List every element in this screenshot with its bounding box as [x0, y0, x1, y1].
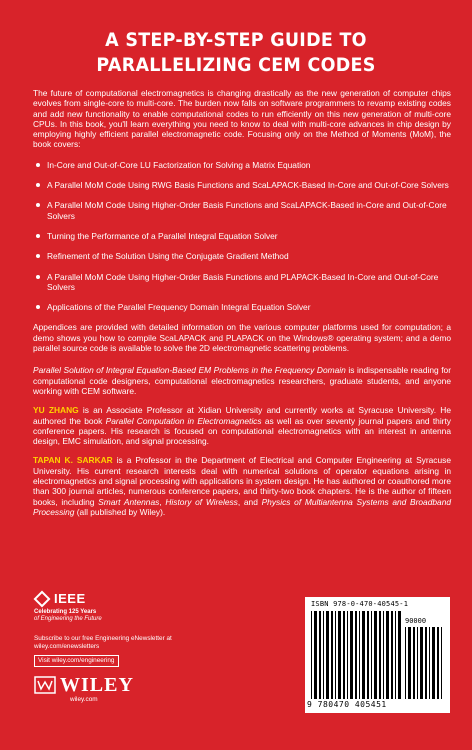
isbn-barcode: [305, 597, 450, 713]
author-bio-sarkar: TAPAN K. SARKAR is a Professor in the Department of Electrical and Computer Engineering at Syracuse University. His current research interests deal with numerical solutions of operator equations arising in electromagnetics and signal processing with applications in system design. He has authored or coauthored more than 300 journal articles, numerous conference papers, and thirty-two book chapters. He is the author of fifteen books, including Smart Antennas, History of Wireless, and Physics of Multiantenna Systems and Broadband Processing (all published by Wiley).: [33, 455, 452, 517]
barcode-stripe: [326, 611, 329, 699]
bullet-icon: [36, 163, 40, 167]
visit-website-link[interactable]: Visit wiley.com/engineering: [34, 655, 119, 667]
barcode-stripe: [398, 611, 401, 699]
barcode-stripe: [311, 611, 312, 699]
barcode-stripe: [362, 611, 365, 699]
price-code: 90000: [405, 617, 427, 625]
barcode-stripe: [343, 611, 345, 699]
title-line-2: PARALLELIZING CEM CODES: [96, 54, 376, 76]
barcode-stripe: [432, 627, 435, 699]
isbn-number: ISBN 978-0-470-40545-1: [311, 600, 409, 608]
bullet-icon: [36, 234, 40, 238]
barcode-stripe: [391, 611, 393, 699]
bullet-icon: [36, 305, 40, 309]
list-item: In-Core and Out-of-Core LU Factorization for Solving a Matrix Equation: [33, 160, 451, 170]
barcode-stripe: [350, 611, 353, 699]
ieee-logo: IEEE: [34, 592, 234, 606]
barcode-stripe: [395, 611, 396, 699]
wiley-logo: WILEY: [34, 675, 234, 695]
barcode-stripe: [323, 611, 324, 699]
intro-paragraph: The future of computational electromagnetics is changing drastically as the new generation of computer chips evolves from single-core to multi-core. The burden now falls on software programmers to revamp existing codes and add new functionality to enable computational codes to run efficiently on this new generation of multi-core CPUs. In this book, you'll learn everything you need to know to deal with multi-core advances in chip design by employing highly efficient parallel electromagnetic code. Focusing only on the Method of Moments (MoM), the book covers:: [33, 88, 451, 150]
list-item: A Parallel MoM Code Using RWG Basis Functions and ScaLAPACK-Based In-Core and Out-of-Core Solvers: [33, 180, 451, 190]
barcode-stripe: [417, 627, 418, 699]
newsletter-note: Subscribe to our free Engineering eNewsletter at wiley.com/enewsletters: [34, 635, 234, 651]
barcode-stripe: [441, 627, 442, 699]
list-item: A Parallel MoM Code Using Higher-Order Basis Functions and PLAPACK-Based In-Core and Out-of-Core Solvers: [33, 272, 451, 293]
publisher-footer: [34, 592, 234, 704]
barcode-stripe: [425, 627, 427, 699]
barcode-stripe: [379, 611, 381, 699]
list-item: A Parallel MoM Code Using Higher-Order Basis Functions and ScaLAPACK-Based in-Core and Out-of-Core Solvers: [33, 200, 451, 221]
list-item: Applications of the Parallel Frequency Domain Integral Equation Solver: [33, 302, 451, 312]
barcode-stripe: [429, 627, 430, 699]
bullet-icon: [36, 203, 40, 207]
list-item: Turning the Performance of a Parallel Integral Equation Solver: [33, 231, 451, 241]
bullet-icon: [36, 275, 40, 279]
barcode-stripe: [408, 627, 411, 699]
wiley-crest-icon: [34, 676, 56, 694]
barcode-stripe: [314, 611, 317, 699]
newsletter-link[interactable]: wiley.com/enewsletters: [34, 643, 100, 650]
barcode-stripe: [331, 611, 333, 699]
barcode-stripe: [413, 627, 415, 699]
barcode-stripe: [355, 611, 357, 699]
barcode-stripe: [383, 611, 384, 699]
price-barcode: [405, 627, 443, 699]
barcode-stripe: [374, 611, 377, 699]
barcode-stripe: [437, 627, 439, 699]
title-line-1: A STEP-BY-STEP GUIDE TO: [105, 29, 367, 51]
barcode-stripe: [347, 611, 348, 699]
barcode-stripe: [367, 611, 369, 699]
barcode-stripe: [335, 611, 336, 699]
barcode-bars: [311, 611, 403, 699]
list-item: Refinement of the Solution Using the Conjugate Gradient Method: [33, 251, 451, 261]
cover-title: [19, 28, 453, 78]
barcode-digits: 9 780470 405451: [307, 700, 387, 709]
author-name: YU ZHANG: [33, 405, 79, 416]
barcode-stripe: [386, 611, 389, 699]
book-title: Parallel Solution of Integral Equation-Based EM Problems in the Frequency Domain: [33, 365, 346, 376]
ieee-diamond-icon: [34, 591, 51, 608]
barcode-stripe: [338, 611, 341, 699]
barcode-stripe: [371, 611, 372, 699]
bullet-icon: [36, 254, 40, 258]
author-name: TAPAN K. SARKAR: [33, 455, 113, 466]
topics-list: [33, 160, 451, 313]
summary-paragraph: Parallel Solution of Integral Equation-Based EM Problems in the Frequency Domain is indispensable reading for computational code designers, computational electromagnetics researchers, graduate students, and anyone working with CEM software.: [33, 365, 451, 396]
appendices-paragraph: Appendices are provided with detailed information on the various computer platforms used for computation; a demo shows you how to compile ScaLAPACK and PLAPACK on the Windows® operating system; and a demo parallel source code is available to solve the 2D electromagnetic scattering problems.: [33, 322, 451, 354]
barcode-stripe: [420, 627, 423, 699]
description-body: [33, 88, 451, 517]
ieee-anniversary: Celebrating 125 Years of Engineering the Future: [34, 609, 102, 622]
barcode-stripe: [359, 611, 360, 699]
barcode-stripe: [405, 627, 406, 699]
bullet-icon: [36, 183, 40, 187]
wiley-url: wiley.com: [70, 696, 98, 703]
author-bio-zhang: YU ZHANG is an Associate Professor at Xidian University and currently works at Syracuse University. He authored the book Parallel Computation in Electromagnetics as well as over seventy journal papers and thirty conference papers. His research is focused on computational electromagnetics with an interest in antenna design, EMC simulation, and signal processing.: [33, 405, 451, 447]
barcode-stripe: [319, 611, 321, 699]
